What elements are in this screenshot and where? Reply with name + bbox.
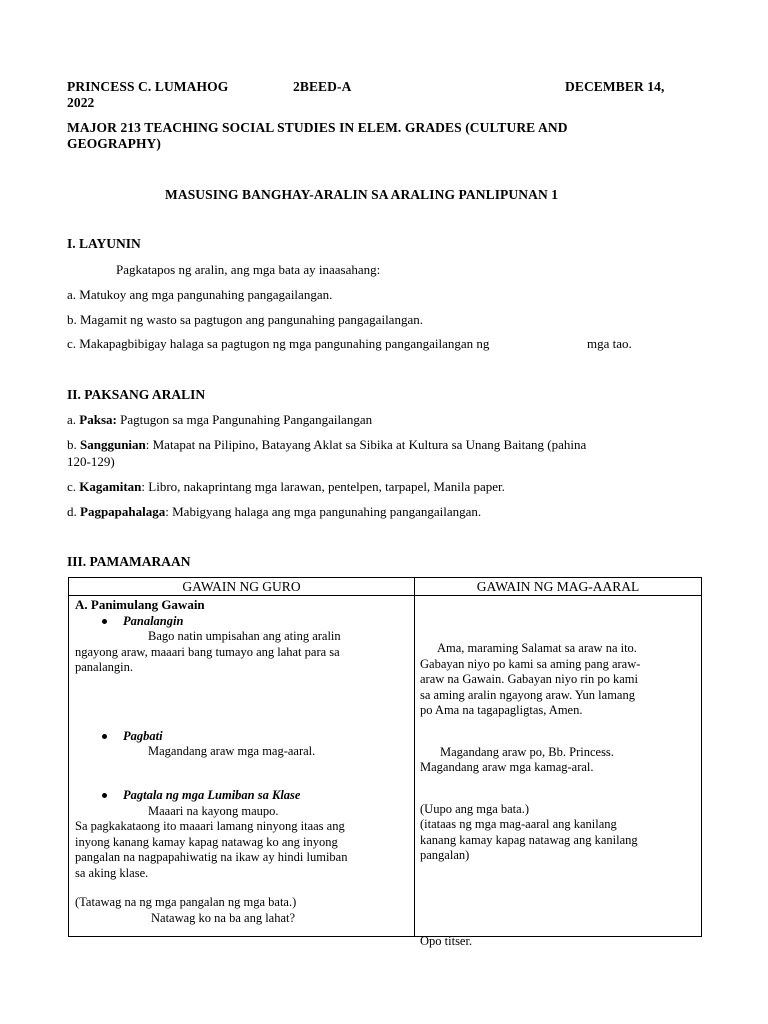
- paksa-item-a: [67, 412, 372, 428]
- paksa-item-c-label: Kagamitan: [79, 479, 142, 494]
- paksa-item-a-text: Pagtugon sa mga Pangunahing Pangangailangan: [116, 412, 373, 427]
- layunin-heading: I. LAYUNIN: [67, 236, 141, 251]
- sagot-panalangin-line-4: sa aming aralin ngayong araw. Yun lamang: [420, 688, 635, 702]
- panalangin-line-2: ngayong araw, maaari bang tumayo ang lahat para sa: [75, 645, 340, 659]
- paksa-item-a-label: Paksa:: [79, 412, 117, 427]
- paksa-item-b-prefix: b.: [67, 437, 80, 452]
- paksa-item-d-text: : Mabigyang halaga ang mga pangunahing pangangailangan.: [165, 504, 482, 519]
- paksa-heading: II. PAKSANG ARALIN: [67, 387, 206, 402]
- pagbati-label: Pagbati: [123, 729, 163, 743]
- sagot-panalangin-line-3: araw na Gawain. Gabayan niyo rin po kami: [420, 672, 638, 686]
- pagbati-line: Magandang araw mga mag-aaral.: [148, 744, 316, 758]
- pagtala-label: Pagtala ng mga Lumiban sa Klase: [123, 788, 301, 802]
- bullet-icon: [102, 793, 107, 798]
- tatawag-line: (Tatawag na ng mga pangalan ng mga bata.): [75, 895, 297, 909]
- date-line-1: DECEMBER 14,: [565, 79, 665, 94]
- sagot-panalangin-line-1: Ama, maraming Salamat sa araw na ito.: [437, 641, 637, 655]
- student-name: PRINCESS C. LUMAHOG: [67, 79, 229, 94]
- layunin-item-c: c. Makapagbibigay halaga sa pagtugon ng mga pangunahing pangangailangan ng: [67, 336, 490, 351]
- bullet-icon: [102, 619, 107, 624]
- paksa-item-b: [67, 437, 586, 453]
- pagtala-line-2: Sa pagkakataong ito maaari lamang ninyong itaas ang: [75, 819, 345, 833]
- document-title: MASUSING BANGHAY-ARALIN SA ARALING PANLIPUNAN 1: [165, 187, 559, 202]
- panalangin-line-1: Bago natin umpisahan ang ating aralin: [148, 629, 341, 643]
- column-header-mag-aaral: GAWAIN NG MAG-AARAL: [415, 578, 702, 596]
- paksa-item-c-prefix: c.: [67, 479, 80, 494]
- sagot-panalangin-line-2: Gabayan niyo po kami sa aming pang araw-: [420, 657, 641, 671]
- layunin-item-c-cont: mga tao.: [587, 336, 632, 351]
- sagot-panalangin-line-5: po Ama na tagapagligtas, Amen.: [420, 703, 583, 717]
- paksa-item-b-text: : Matapat na Pilipino, Batayang Aklat sa Sibika at Kultura sa Unang Baitang (pahina: [145, 437, 587, 452]
- paksa-item-b-label: Sanggunian: [80, 437, 146, 452]
- paksa-item-d-prefix: d.: [67, 504, 80, 519]
- mag-aaral-cell: [415, 596, 702, 948]
- panalangin-label: Panalangin: [123, 614, 184, 628]
- sagot-pagtala-line-1: (Uupo ang mga bata.): [420, 802, 529, 816]
- paksa-item-c: [67, 479, 505, 495]
- layunin-item-a: a. Matukoy ang mga pangunahing pangagailangan.: [67, 287, 333, 302]
- panalangin-line-3: panalangin.: [75, 660, 133, 674]
- guro-cell: [69, 596, 415, 937]
- natawag-line: Natawag ko na ba ang lahat?: [151, 911, 296, 925]
- column-header-guro: GAWAIN NG GURO: [69, 578, 415, 596]
- layunin-intro: Pagkatapos ng aralin, ang mga bata ay inaasahang:: [116, 262, 381, 277]
- paksa-item-c-text: : Libro, nakaprintang mga larawan, pentelpen, tarpapel, Manila paper.: [141, 479, 505, 494]
- date-line-2: 2022: [67, 95, 95, 110]
- sagot-pagbati-line-2: Magandang araw mga kamag-aral.: [420, 760, 594, 774]
- layunin-item-b: b. Magamit ng wasto sa pagtugon ang pangunahing pangagailangan.: [67, 312, 423, 327]
- pamamaraan-heading: III. PAMAMARAAN: [67, 554, 191, 569]
- course-title-line-2: GEOGRAPHY): [67, 136, 161, 151]
- paksa-item-d-label: Pagpapahalaga: [80, 504, 166, 519]
- pagtala-line-5: sa aking klase.: [75, 866, 149, 880]
- sagot-pagtala-line-2: (itataas ng mga mag-aaral ang kanilang: [420, 817, 617, 831]
- sagot-opo: Opo titser.: [420, 934, 473, 948]
- lesson-plan-table: [68, 577, 702, 948]
- course-title-line-1: MAJOR 213 TEACHING SOCIAL STUDIES IN ELEM. GRADES (CULTURE AND: [67, 120, 568, 135]
- pagtala-line-1: Maaari na kayong maupo.: [148, 804, 279, 818]
- sagot-pagbati-line-1: Magandang araw po, Bb. Princess.: [440, 745, 614, 759]
- pagtala-line-3: inyong kanang kamay kapag natawag ko ang inyong: [75, 835, 338, 849]
- bullet-icon: [102, 734, 107, 739]
- paksa-item-b-cont: 120-129): [67, 454, 115, 469]
- paksa-item-a-prefix: a.: [67, 412, 80, 427]
- sagot-pagtala-line-3: kanang kamay kapag natawag ang kanilang: [420, 833, 638, 847]
- sagot-pagtala-line-4: pangalan): [420, 848, 470, 862]
- student-section: 2BEED-A: [293, 79, 352, 94]
- section-a-heading: A. Panimulang Gawain: [75, 597, 205, 612]
- table-header-row: [69, 578, 702, 596]
- pagtala-line-4: pangalan na nagpapahiwatig na ikaw ay hindi lumiban: [75, 850, 348, 864]
- paksa-item-d: [67, 504, 481, 520]
- table-row: [69, 596, 702, 937]
